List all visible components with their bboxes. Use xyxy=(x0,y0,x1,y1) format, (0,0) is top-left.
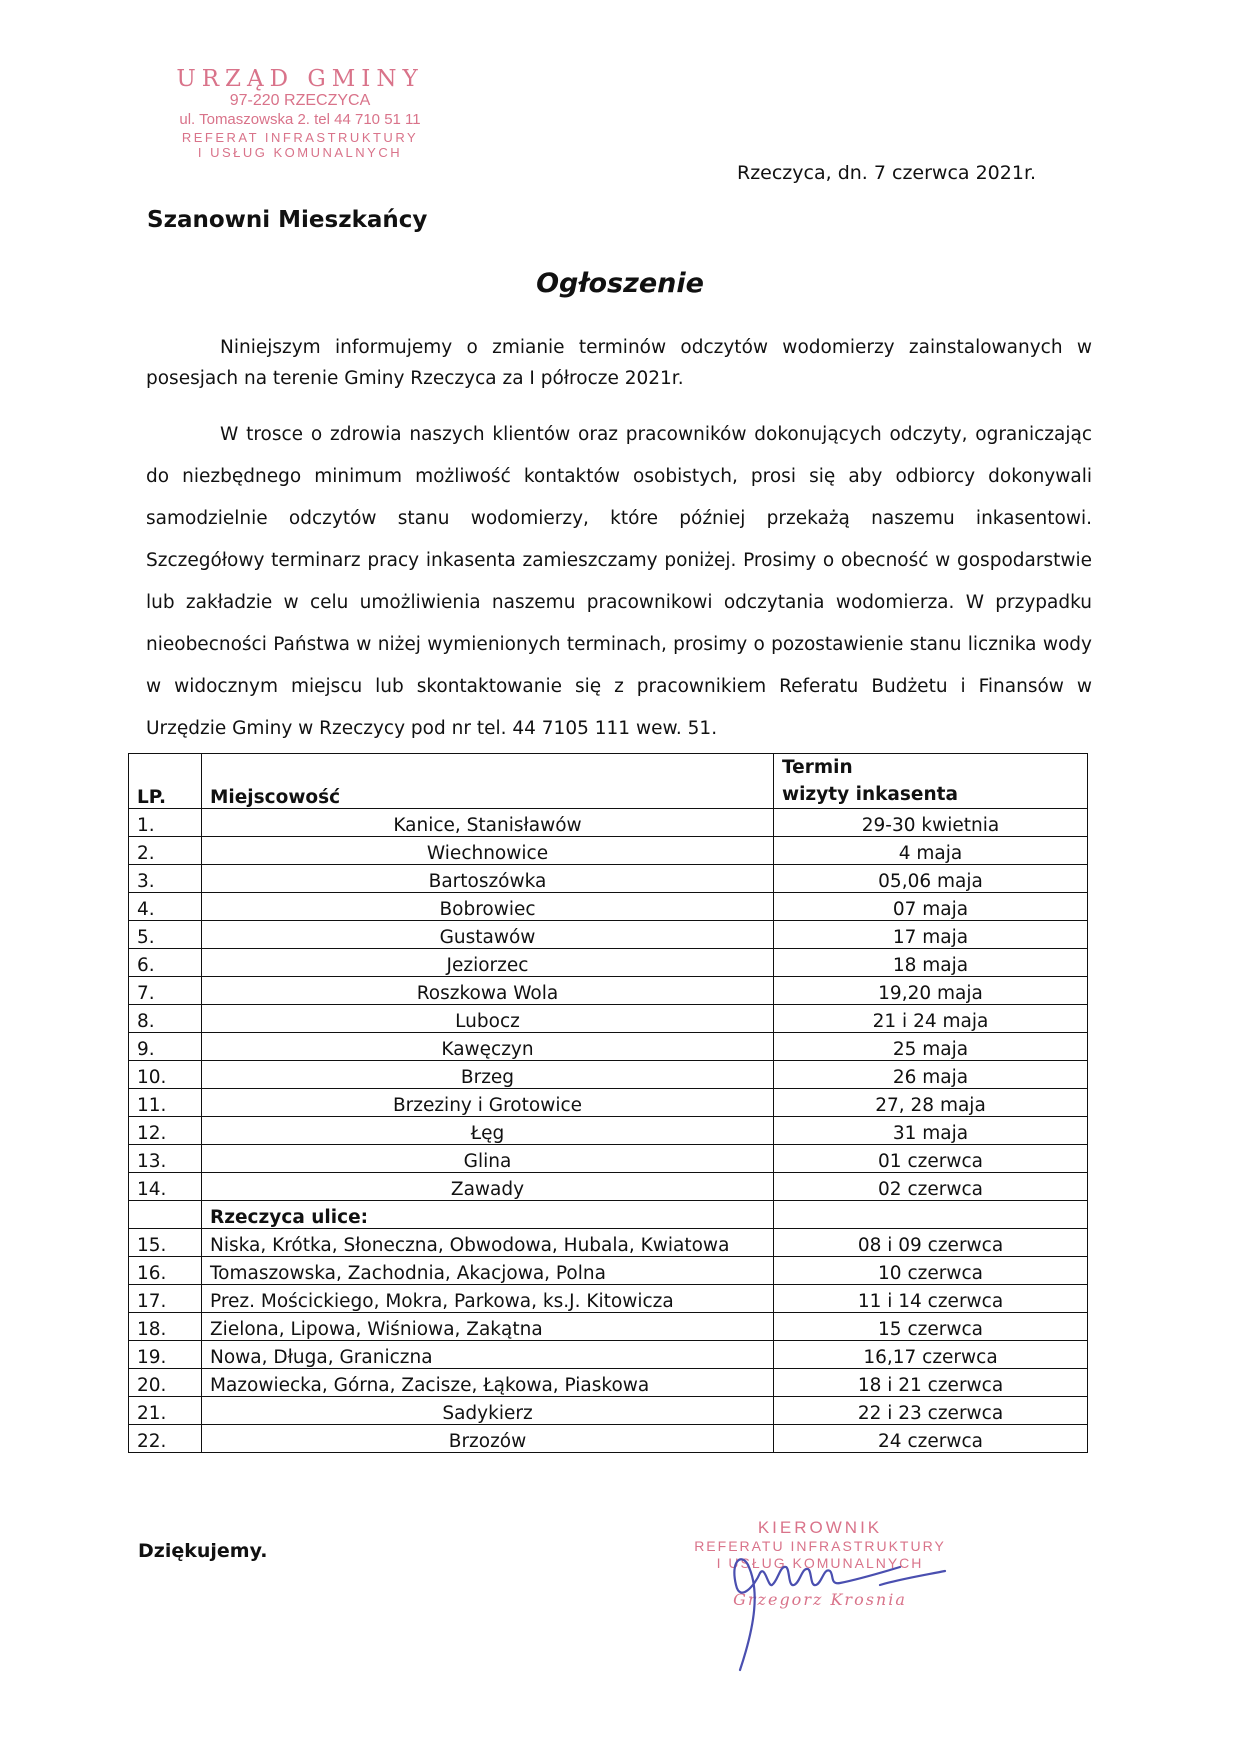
row-lp: 6. xyxy=(129,949,202,977)
row-place: Wiechnowice xyxy=(202,837,774,865)
table-row xyxy=(129,1117,1088,1145)
row-term: 18 maja xyxy=(774,949,1088,977)
row-place: Nowa, Długa, Graniczna xyxy=(202,1341,774,1369)
table-row xyxy=(129,1061,1088,1089)
salutation: Szanowni Mieszkańcy xyxy=(147,207,428,233)
row-lp: 19. xyxy=(129,1341,202,1369)
row-term: 11 i 14 czerwca xyxy=(774,1285,1088,1313)
table-row xyxy=(129,949,1088,977)
schedule-villages xyxy=(129,809,1088,1201)
table-row xyxy=(129,1397,1088,1425)
row-term: 4 maja xyxy=(774,837,1088,865)
table-row xyxy=(129,1089,1088,1117)
stamp-department-2: I USŁUG KOMUNALNYCH xyxy=(197,145,403,161)
row-lp: 16. xyxy=(129,1257,202,1285)
row-place: Brzozów xyxy=(202,1425,774,1453)
stamp-postal-code: 97-220 RZECZYCA xyxy=(229,92,371,110)
schedule-streets xyxy=(129,1229,1088,1453)
table-row xyxy=(129,1201,1088,1229)
subheading-lp-cell xyxy=(129,1201,202,1229)
row-term: 17 maja xyxy=(774,921,1088,949)
row-lp: 9. xyxy=(129,1033,202,1061)
row-term: 26 maja xyxy=(774,1061,1088,1089)
row-lp: 8. xyxy=(129,1005,202,1033)
schedule-table xyxy=(128,753,1088,1453)
header-term-line1: Termin xyxy=(782,757,853,778)
row-place: Zielona, Lipowa, Wiśniowa, Zakątna xyxy=(202,1313,774,1341)
header-place: Miejscowość xyxy=(202,754,774,809)
row-lp: 4. xyxy=(129,893,202,921)
intro-paragraph: Niniejszym informujemy o zmianie terminów odczytów wodomierzy zainstalowanych w posesjach na terenie Gminy Rzeczyca za I półrocze 2021r. xyxy=(146,337,1092,389)
row-place: Mazowiecka, Górna, Zacisze, Łąkowa, Piaskowa xyxy=(202,1369,774,1397)
table-row xyxy=(129,1033,1088,1061)
table-row xyxy=(129,1145,1088,1173)
row-place: Bartoszówka xyxy=(202,865,774,893)
row-lp: 5. xyxy=(129,921,202,949)
row-lp: 21. xyxy=(129,1397,202,1425)
row-place: Glina xyxy=(202,1145,774,1173)
table-row xyxy=(129,1341,1088,1369)
row-place: Roszkowa Wola xyxy=(202,977,774,1005)
table-row xyxy=(129,809,1088,837)
row-term: 29-30 kwietnia xyxy=(774,809,1088,837)
table-row xyxy=(129,837,1088,865)
table-row xyxy=(129,1257,1088,1285)
sign-stamp-department-2: I USŁUG KOMUNALNYCH xyxy=(716,1555,924,1572)
thanks-text: Dziękujemy. xyxy=(138,1540,268,1562)
row-lp: 22. xyxy=(129,1425,202,1453)
row-term: 08 i 09 czerwca xyxy=(774,1229,1088,1257)
row-place: Sadykierz xyxy=(202,1397,774,1425)
row-term: 19,20 maja xyxy=(774,977,1088,1005)
table-row xyxy=(129,1369,1088,1397)
table-row xyxy=(129,1005,1088,1033)
row-term: 31 maja xyxy=(774,1117,1088,1145)
table-row xyxy=(129,1313,1088,1341)
row-place: Gustawów xyxy=(202,921,774,949)
announcement-title: Ogłoszenie xyxy=(536,268,704,299)
row-term: 22 i 23 czerwca xyxy=(774,1397,1088,1425)
table-row xyxy=(129,865,1088,893)
row-lp: 1. xyxy=(129,809,202,837)
row-place: Zawady xyxy=(202,1173,774,1201)
row-place: Tomaszowska, Zachodnia, Akacjowa, Polna xyxy=(202,1257,774,1285)
row-term: 02 czerwca xyxy=(774,1173,1088,1201)
row-term: 24 czerwca xyxy=(774,1425,1088,1453)
office-stamp xyxy=(130,66,470,161)
row-lp: 3. xyxy=(129,865,202,893)
table-row xyxy=(129,1285,1088,1313)
row-lp: 13. xyxy=(129,1145,202,1173)
subheading-cell: Rzeczyca ulice: xyxy=(202,1201,774,1229)
row-lp: 20. xyxy=(129,1369,202,1397)
row-term: 01 czerwca xyxy=(774,1145,1088,1173)
row-lp: 12. xyxy=(129,1117,202,1145)
row-place: Łęg xyxy=(202,1117,774,1145)
stamp-address: ul. Tomaszowska 2. tel 44 710 51 11 xyxy=(179,110,421,128)
row-term: 18 i 21 czerwca xyxy=(774,1369,1088,1397)
row-place: Kanice, Stanisławów xyxy=(202,809,774,837)
row-place: Jeziorzec xyxy=(202,949,774,977)
row-term: 27, 28 maja xyxy=(774,1089,1088,1117)
row-place: Prez. Mościckiego, Mokra, Parkowa, ks.J. Kitowicza xyxy=(202,1285,774,1313)
table-row xyxy=(129,1425,1088,1453)
row-term: 05,06 maja xyxy=(774,865,1088,893)
row-term: 10 czerwca xyxy=(774,1257,1088,1285)
row-place: Lubocz xyxy=(202,1005,774,1033)
header-term-line2: wizyty inkasenta xyxy=(782,784,958,805)
row-place: Brzeziny i Grotowice xyxy=(202,1089,774,1117)
row-term: 25 maja xyxy=(774,1033,1088,1061)
row-place: Bobrowiec xyxy=(202,893,774,921)
sign-stamp-department: REFERATU INFRASTRUKTURY xyxy=(694,1538,946,1555)
subheading-term-cell xyxy=(774,1201,1088,1229)
row-place: Brzeg xyxy=(202,1061,774,1089)
row-lp: 18. xyxy=(129,1313,202,1341)
row-term: 21 i 24 maja xyxy=(774,1005,1088,1033)
table-row xyxy=(129,893,1088,921)
sign-stamp-name: Grzegorz Krosnia xyxy=(733,1589,907,1609)
table-row xyxy=(129,921,1088,949)
header-lp: LP. xyxy=(129,754,202,809)
row-lp: 15. xyxy=(129,1229,202,1257)
table-row xyxy=(129,1229,1088,1257)
sign-stamp-title: KIEROWNIK xyxy=(757,1518,883,1537)
schedule-subheading xyxy=(129,1201,1088,1229)
row-term: 16,17 czerwca xyxy=(774,1341,1088,1369)
row-lp: 10. xyxy=(129,1061,202,1089)
row-place: Kawęczyn xyxy=(202,1033,774,1061)
table-row xyxy=(129,977,1088,1005)
header-term xyxy=(774,754,1088,809)
row-lp: 7. xyxy=(129,977,202,1005)
handwritten-signature xyxy=(700,1545,960,1675)
details-paragraph: W trosce o zdrowia naszych klientów oraz pracowników dokonujących odczyty, ograniczając do niezbędnego minimum możliwość kontaktów osobistych, prosi się aby odbiorcy dokonywali samodzielnie odczytów stanu wodomierzy, które później przekażą naszemu inkasentowi. Szczegółowy terminarz pracy inkasenta zamieszczamy poniżej. Prosimy o obecność w gospodarstwie lub zakładzie w celu umożliwienia naszemu pracownikowi odczytania wodomierza. W przypadku nieobecności Państwa w niżej wymienionych terminach, prosimy o pozostawienie stanu licznika wody w widocznym miejscu lub skontaktowanie się z pracownikiem Referatu Budżetu i Finansów w Urzędzie Gminy w Rzeczycy pod nr tel. 44 7105 111 wew. 51. xyxy=(146,424,1092,739)
row-lp: 17. xyxy=(129,1285,202,1313)
row-lp: 2. xyxy=(129,837,202,865)
table-row xyxy=(129,1173,1088,1201)
row-place: Niska, Krótka, Słoneczna, Obwodowa, Hubala, Kwiatowa xyxy=(202,1229,774,1257)
place-and-date: Rzeczyca, dn. 7 czerwca 2021r. xyxy=(737,162,1037,184)
table-header-row xyxy=(129,754,1088,809)
row-term: 15 czerwca xyxy=(774,1313,1088,1341)
stamp-office-name: URZĄD GMINY xyxy=(176,66,424,92)
row-term: 07 maja xyxy=(774,893,1088,921)
stamp-department: REFERAT INFRASTRUKTURY xyxy=(181,130,419,146)
row-lp: 11. xyxy=(129,1089,202,1117)
row-lp: 14. xyxy=(129,1173,202,1201)
